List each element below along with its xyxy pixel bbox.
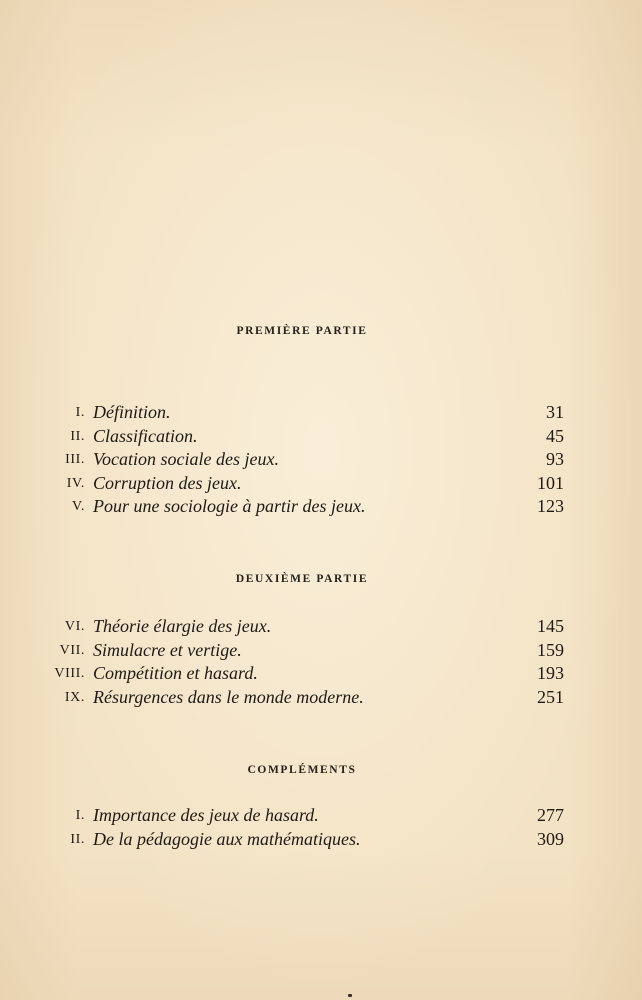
chapter-number: VII. — [59, 642, 85, 658]
page-number: 31 — [546, 402, 564, 422]
chapter-number: II. — [70, 428, 85, 444]
chapter-title: Résurgences dans le monde moderne. — [93, 686, 364, 707]
chapter-title: Théorie élargie des jeux. — [93, 616, 272, 636]
toc-entry — [0, 663, 642, 687]
chapter-number: I. — [75, 405, 85, 420]
chapter-number: V. — [71, 499, 85, 514]
toc-list-deuxieme-partie — [0, 616, 642, 710]
toc-entry — [0, 687, 642, 711]
toc-list-premiere-partie — [0, 402, 642, 520]
chapter-number: VI. — [64, 619, 85, 634]
page-number: 277 — [537, 805, 564, 825]
chapter-title: Compétition et hasard. — [93, 663, 258, 683]
page-number: 45 — [546, 425, 564, 446]
chapter-title: Classification. — [93, 425, 198, 446]
chapter-title: Simulacre et vertige. — [93, 639, 242, 660]
chapter-number: VIII. — [54, 666, 85, 681]
page-number: 123 — [537, 496, 564, 516]
page-number: 309 — [537, 828, 564, 849]
chapter-title: Définition. — [93, 402, 171, 422]
toc-entry — [0, 829, 642, 853]
page-number: 193 — [537, 663, 564, 683]
section-heading-complements: COMPLÉMENTS — [247, 764, 357, 776]
section-heading-deuxieme-partie: DEUXIÈME PARTIE — [235, 573, 369, 585]
toc-entry — [0, 402, 642, 426]
page-number: 251 — [537, 686, 564, 707]
chapter-title: Pour une sociologie à partir des jeux. — [93, 496, 366, 516]
page-number: 159 — [537, 639, 564, 660]
page-number: 93 — [546, 449, 564, 469]
toc-list-complements — [0, 805, 642, 852]
chapter-title: Vocation sociale des jeux. — [93, 449, 279, 469]
chapter-title: Corruption des jeux. — [93, 472, 242, 493]
chapter-number: IV. — [66, 475, 85, 491]
toc-entry — [0, 616, 642, 640]
chapter-title: Importance des jeux de hasard. — [93, 805, 319, 825]
ink-speck — [348, 994, 352, 997]
chapter-number: III. — [65, 452, 85, 467]
section-heading-premiere-partie: PREMIÈRE PARTIE — [236, 325, 368, 337]
chapter-number: II. — [70, 831, 85, 847]
toc-entry — [0, 496, 642, 520]
chapter-number: IX. — [64, 689, 85, 705]
toc-entry — [0, 805, 642, 829]
toc-entry — [0, 473, 642, 497]
toc-entry — [0, 640, 642, 664]
page-number: 145 — [537, 616, 564, 636]
page-number: 101 — [537, 472, 564, 493]
chapter-number: I. — [75, 808, 85, 823]
toc-entry — [0, 426, 642, 450]
chapter-title: De la pédagogie aux mathématiques. — [93, 828, 361, 849]
toc-entry — [0, 449, 642, 473]
